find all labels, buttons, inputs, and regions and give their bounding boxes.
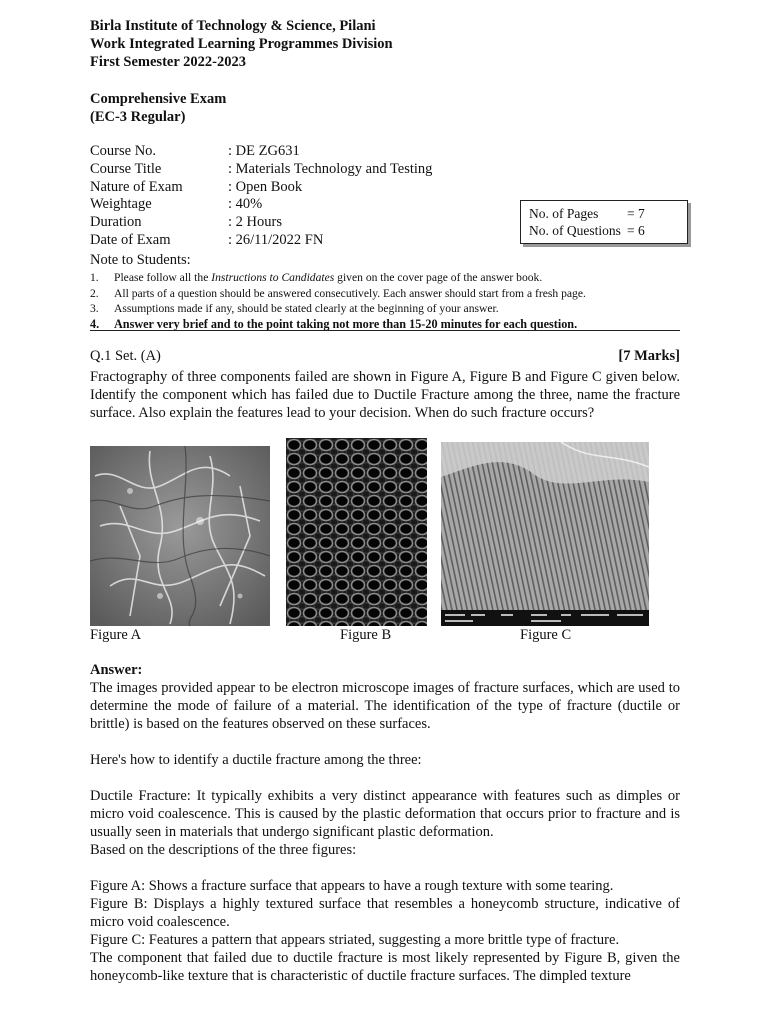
pages-label: No. of Pages [529, 206, 599, 221]
answer-paragraph: Figure C: Features a pattern that appears striated, suggesting a more brittle type of fracture. [90, 932, 620, 948]
course-info-row [90, 196, 432, 214]
course-info-row [90, 161, 432, 179]
exam-title [90, 90, 226, 126]
course-info-table [90, 143, 432, 250]
note-item: 2. All parts of a question should be answered consecutively. Each answer should start from a fresh page. [90, 286, 586, 300]
course-info-row [90, 179, 432, 197]
answer-paragraph: Ductile Fracture: It typically exhibits a very distinct appearance with features such as dimples or micro void coalescence. This is caused by the plastic deformation that occurs prior to fracture and is usually seen in materials that undergo significant plastic deformation. [90, 788, 680, 840]
figure-a-image [90, 446, 270, 626]
course-info-row [90, 232, 432, 250]
answer-paragraph: Figure A: Shows a fracture surface that appears to have a rough texture with some tearing. [90, 878, 614, 894]
note-item: 3. Assumptions made if any, should be stated clearly at the beginning of your answer. [90, 302, 499, 315]
division-name: Work Integrated Learning Programmes Division [90, 36, 393, 52]
figure-c-image [441, 442, 649, 626]
questions-value: = 6 [627, 222, 645, 239]
notes-list [90, 270, 680, 332]
semester: First Semester 2022-2023 [90, 54, 246, 70]
course-info-value: : 40% [228, 196, 262, 214]
question-number: Q.1 Set. (A) [90, 348, 161, 364]
notes-title: Note to Students: [90, 252, 191, 268]
course-info-row [90, 143, 432, 161]
questions-label: No. of Questions [529, 223, 621, 238]
answer-heading: Answer: [90, 662, 143, 678]
course-info-value: : 26/11/2022 FN [228, 232, 323, 250]
course-info-label: Nature of Exam [90, 178, 183, 195]
question-text: Fractography of three components failed are shown in Figure A, Figure B and Figure C given below. Identify the component which has failed due to Ductile Fracture among the three, name the fracture surface. Also explain the features lead to your decision. When do such fracture occurs? [90, 369, 680, 421]
figure-c-caption: Figure C [520, 627, 572, 643]
figure-a-caption: Figure A [90, 627, 142, 643]
course-info-label: Weightage [90, 196, 152, 213]
answer-paragraph: Here's how to identify a ductile fracture among the three: [90, 752, 422, 768]
answer-paragraph: Figure B: Displays a highly textured surface that resembles a honeycomb structure, indicative of micro void coalescence. [90, 896, 680, 930]
course-info-label: Date of Exam [90, 231, 171, 248]
page-count-box [520, 200, 688, 244]
answer-paragraph: The images provided appear to be electron microscope images of fracture surfaces, which are used to determine the mode of failure of a material. The identification of the type of fracture (ductile or brittle) is based on the features observed on these surfaces. [90, 680, 680, 732]
note-item: 1. Please follow all the Instructions to Candidates given on the cover page of the answer book. [90, 271, 543, 284]
figure-b-caption: Figure B [340, 627, 392, 643]
exam-name: Comprehensive Exam [90, 91, 227, 107]
question-marks: [7 Marks] [618, 348, 680, 364]
course-info-label: Course Title [90, 160, 162, 177]
course-info-row [90, 214, 432, 232]
course-info-value: : 2 Hours [228, 214, 282, 232]
pages-value: = 7 [627, 205, 645, 222]
institute-name: Birla Institute of Technology & Science, Pilani [90, 18, 376, 34]
exam-type: (EC-3 Regular) [90, 109, 186, 125]
course-info-value: : Open Book [228, 179, 302, 197]
answer-paragraph: Based on the descriptions of the three figures: [90, 842, 357, 858]
note-item: 4. Answer very brief and to the point taking not more than 15-20 minutes for each question. [90, 316, 578, 331]
answer-paragraph: The component that failed due to ductile fracture is most likely represented by Figure B, given the honeycomb-like texture that is characteristic of ductile fracture surfaces. The dimpled texture [90, 950, 680, 984]
institute-header [90, 17, 393, 71]
course-info-value: : Materials Technology and Testing [228, 161, 432, 179]
divider-line [90, 330, 680, 331]
course-info-label: Duration [90, 214, 142, 231]
course-info-label: Course No. [90, 143, 157, 159]
course-info-value: : DE ZG631 [228, 143, 300, 161]
figure-b-image [286, 438, 427, 626]
question-header [90, 347, 680, 365]
